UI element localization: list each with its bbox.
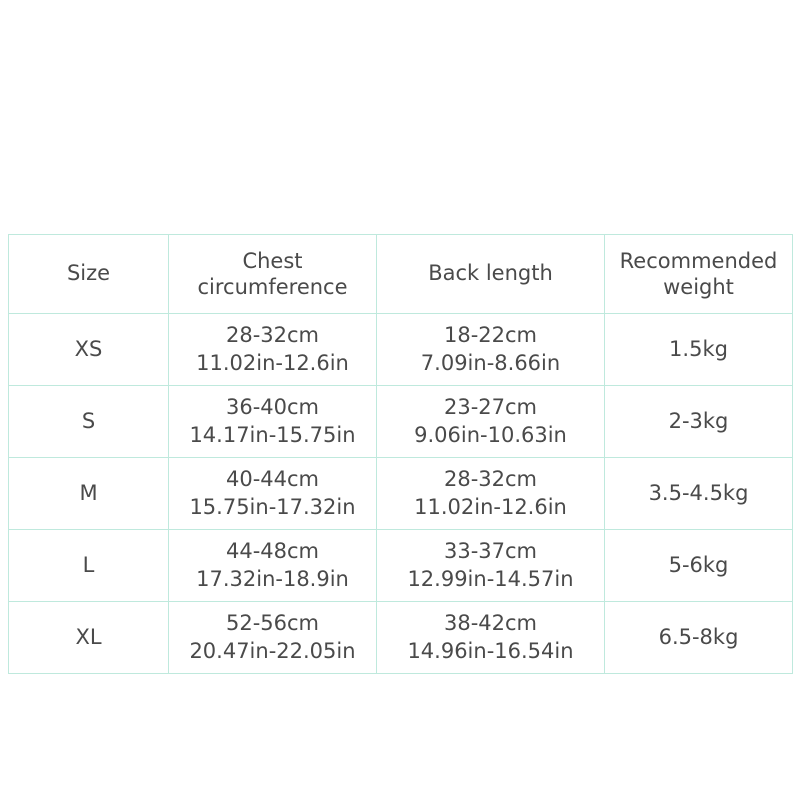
chest-in-value: 17.32in-18.9in bbox=[196, 566, 349, 591]
cell-back-length bbox=[377, 530, 605, 602]
cell-back-length bbox=[377, 386, 605, 458]
header-cell-chest bbox=[169, 235, 377, 314]
weight-value: 6.5-8kg bbox=[658, 624, 739, 649]
header-cell-back-length bbox=[377, 235, 605, 314]
weight-value: 5-6kg bbox=[668, 552, 729, 577]
cell-back-length bbox=[377, 314, 605, 386]
cell-size bbox=[9, 386, 169, 458]
weight-value: 3.5-4.5kg bbox=[648, 480, 749, 505]
cell-recommended-weight bbox=[605, 530, 793, 602]
table-row bbox=[9, 530, 793, 602]
cell-chest-circumference bbox=[169, 314, 377, 386]
cell-chest-circumference bbox=[169, 458, 377, 530]
size-chart-table bbox=[8, 234, 793, 674]
back-in-value: 14.96in-16.54in bbox=[407, 638, 574, 663]
back-cm-value: 23-27cm bbox=[443, 395, 538, 420]
cell-back-length bbox=[377, 602, 605, 674]
size-value: XS bbox=[74, 336, 103, 361]
back-in-value: 7.09in-8.66in bbox=[420, 350, 561, 375]
table-header-row bbox=[9, 235, 793, 314]
weight-value: 2-3kg bbox=[668, 408, 729, 433]
chest-in-value: 15.75in-17.32in bbox=[189, 494, 356, 519]
chest-in-value: 20.47in-22.05in bbox=[189, 638, 356, 663]
header-chest-label-line2: circumference bbox=[197, 275, 348, 299]
back-in-value: 11.02in-12.6in bbox=[414, 494, 567, 519]
cell-size bbox=[9, 314, 169, 386]
cell-chest-circumference bbox=[169, 386, 377, 458]
size-chart-container bbox=[8, 234, 792, 674]
cell-size bbox=[9, 530, 169, 602]
back-in-value: 12.99in-14.57in bbox=[407, 566, 574, 591]
header-back-length-label: Back length bbox=[428, 261, 553, 286]
chest-cm-value: 40-44cm bbox=[225, 467, 320, 492]
cell-recommended-weight bbox=[605, 314, 793, 386]
table-row bbox=[9, 314, 793, 386]
table-row bbox=[9, 458, 793, 530]
header-cell-size bbox=[9, 235, 169, 314]
cell-recommended-weight bbox=[605, 386, 793, 458]
chest-cm-value: 36-40cm bbox=[225, 395, 320, 420]
back-cm-value: 33-37cm bbox=[443, 539, 538, 564]
table-row bbox=[9, 602, 793, 674]
size-value: L bbox=[82, 552, 95, 577]
cell-recommended-weight bbox=[605, 602, 793, 674]
chest-cm-value: 28-32cm bbox=[225, 323, 320, 348]
back-cm-value: 28-32cm bbox=[443, 467, 538, 492]
chest-cm-value: 52-56cm bbox=[225, 611, 320, 636]
header-chest-label-line1: Chest bbox=[242, 248, 303, 273]
back-cm-value: 38-42cm bbox=[443, 611, 538, 636]
chest-in-value: 11.02in-12.6in bbox=[196, 350, 349, 375]
cell-chest-circumference bbox=[169, 530, 377, 602]
chest-in-value: 14.17in-15.75in bbox=[189, 422, 356, 447]
header-weight-label-line1: Recommended bbox=[619, 248, 778, 273]
header-size-label: Size bbox=[66, 261, 111, 286]
size-value: M bbox=[79, 480, 98, 505]
cell-size bbox=[9, 458, 169, 530]
cell-size bbox=[9, 602, 169, 674]
back-in-value: 9.06in-10.63in bbox=[414, 422, 567, 447]
chest-cm-value: 44-48cm bbox=[225, 539, 320, 564]
size-value: S bbox=[81, 408, 96, 433]
cell-recommended-weight bbox=[605, 458, 793, 530]
header-cell-recommended-weight bbox=[605, 235, 793, 314]
table-row bbox=[9, 386, 793, 458]
header-weight-label-line2: weight bbox=[663, 275, 734, 299]
cell-back-length bbox=[377, 458, 605, 530]
back-cm-value: 18-22cm bbox=[443, 323, 538, 348]
size-value: XL bbox=[75, 624, 102, 649]
weight-value: 1.5kg bbox=[669, 336, 728, 361]
cell-chest-circumference bbox=[169, 602, 377, 674]
